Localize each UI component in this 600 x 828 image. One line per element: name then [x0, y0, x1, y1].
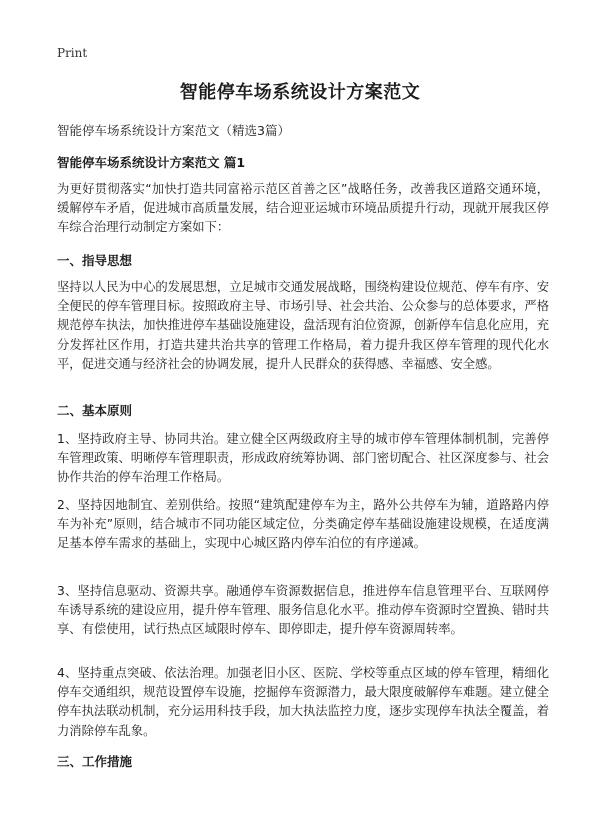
guiding-ideology-paragraph: 坚持以人民为中心的发展思想，立足城市交通发展战略，围绕构建设位规范、停车有序、安全便民的停车管理目标。按照政府主导、市场引导、社会共治、公众参与的总体要求，严格规范停车执法，加快推进停车基础设施建设，盘活现有泊位资源，创新停车信息化应用，充分发挥社区作用，打造共建共治共享的管理工作格局，着力提升我区停车管理的现代化水平，促进交通与经济社会的协调发展，提升人民群众的获得感、幸福感、安全感。 — [57, 280, 549, 371]
principle-paragraph-1: 1、坚持政府主导、协同共治。建立健全区两级政府主导的城市停车管理体制机制，完善停车管理政策、明晰停车管理职责，形成政府统筹协调、部门密切配合、社区深度参与、社会协作共治的停车治理工作格局。 — [57, 432, 549, 485]
document-subtitle: 智能停车场系统设计方案范文（精选3篇） — [57, 123, 290, 138]
print-label[interactable]: Print — [57, 46, 88, 60]
principle-paragraph-4: 4、坚持重点突破、依法治理。加强老旧小区、医院、学校等重点区域的停车管理，精细化停车交通组织，规范设置停车设施，挖掘停车资源潜力，最大限度破解停车难题。建立健全停车执法联动机制，充分运用科技手段，加大执法监控力度，逐步实现停车执法全覆盖，着力消除停车乱象。 — [57, 666, 549, 738]
section-title-work-measures: 三、工作措施 — [57, 754, 133, 769]
principle-paragraph-2: 2、坚持因地制宜、差别供给。按照“建筑配建停车为主，路外公共停车为辅，道路路内停车为补充”原则，结合城市不同功能区域定位，分类确定停车基础设施建设规模，在适度满足基本停车需求的基础上，实现中心城区路内停车泊位的有序递减。 — [57, 498, 549, 551]
section-title-basic-principles: 二、基本原则 — [57, 403, 133, 418]
document-title: 智能停车场系统设计方案范文 — [179, 82, 421, 103]
article-heading: 智能停车场系统设计方案范文 篇1 — [57, 155, 246, 170]
section-title-guiding-ideology: 一、指导思想 — [57, 253, 133, 268]
principle-paragraph-3: 3、坚持信息驱动、资源共享。融通停车资源数据信息，推进停车信息管理平台、互联网停车诱导系统的建设应用，提升停车管理、服务信息化水平。推动停车资源时空置换、错时共享、有偿使用，试行热点区域限时停车、即停即走，提升停车资源周转率。 — [57, 584, 549, 637]
intro-paragraph: 为更好贯彻落实“加快打造共同富裕示范区首善之区”战略任务，改善我区道路交通环境，缓解停车矛盾，促进城市高质量发展，结合迎亚运城市环境品质提升行动，现就开展我区停车综合治理行动制定方案如下： — [57, 182, 549, 235]
